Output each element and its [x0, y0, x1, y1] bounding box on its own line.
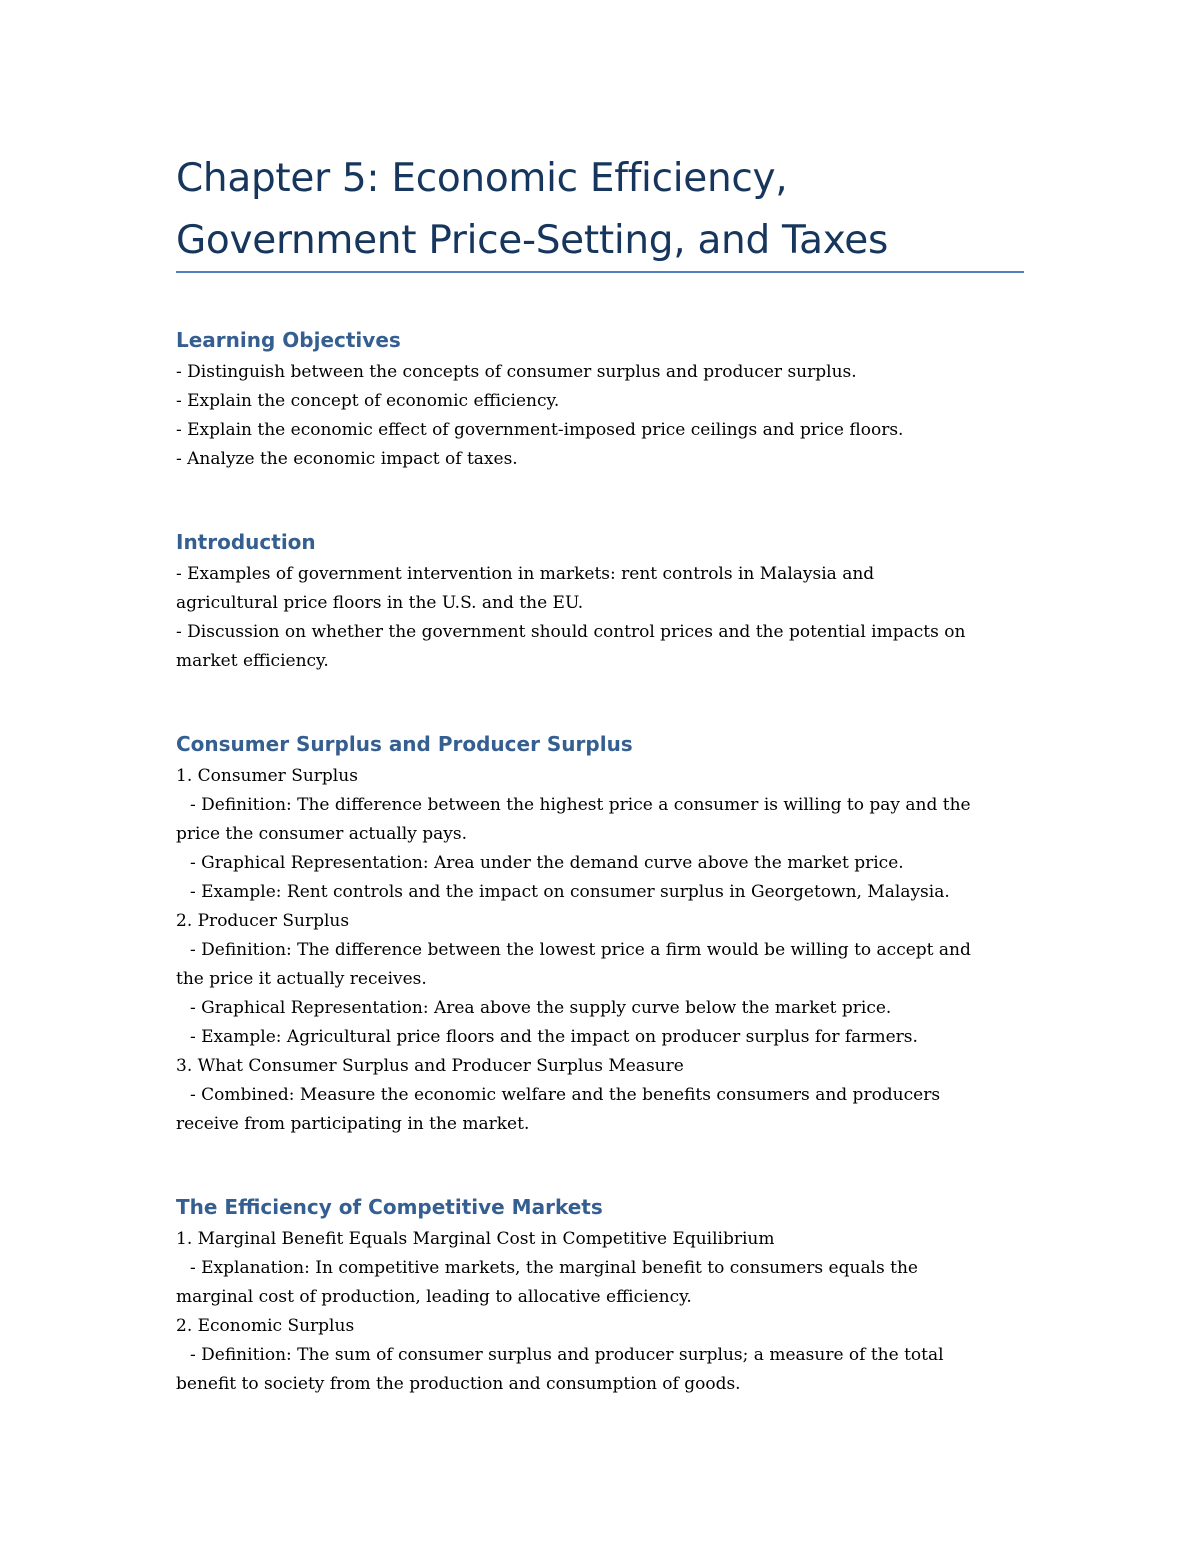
text-line: - Analyze the economic impact of taxes. [176, 449, 518, 469]
section-heading: Consumer Surplus and Producer Surplus [176, 732, 633, 756]
list-item: 1. Marginal Benefit Equals Marginal Cost in Competitive Equilibrium [176, 1229, 775, 1249]
section-consumer-producer-surplus [176, 730, 1036, 1139]
text-line: - Examples of government intervention in markets: rent controls in Malaysia and [176, 564, 875, 584]
sub-item: - Graphical Representation: Area under the demand curve above the market price. [190, 853, 904, 873]
text-line: agricultural price floors in the U.S. and the EU. [176, 593, 584, 613]
sub-item: - Graphical Representation: Area above the supply curve below the market price. [190, 998, 892, 1018]
section-heading: The Efficiency of Competitive Markets [176, 1195, 603, 1219]
sub-item: - Example: Rent controls and the impact on consumer surplus in Georgetown, Malaysia. [190, 882, 950, 902]
text-line: marginal cost of production, leading to allocative efficiency. [176, 1287, 692, 1307]
list-item: 3. What Consumer Surplus and Producer Surplus Measure [176, 1056, 684, 1076]
sub-item: - Combined: Measure the economic welfare and the benefits consumers and producers [190, 1085, 941, 1105]
section-introduction [176, 528, 1036, 676]
page-title [176, 148, 1026, 272]
list-item: 2. Producer Surplus [176, 911, 350, 931]
list-item: 1. Consumer Surplus [176, 766, 358, 786]
title-line: Government Price-Setting, and Taxes [176, 218, 888, 263]
sub-item: - Definition: The difference between the highest price a consumer is willing to pay and the [190, 795, 971, 815]
sub-item: - Explanation: In competitive markets, the marginal benefit to consumers equals the [190, 1258, 918, 1278]
text-line: price the consumer actually pays. [176, 824, 467, 844]
text-line: market efficiency. [176, 651, 329, 671]
text-line: the price it actually receives. [176, 969, 427, 989]
sub-item: - Definition: The difference between the lowest price a firm would be willing to accept and [190, 940, 971, 960]
section-learning-objectives [176, 326, 1036, 474]
section-heading: Introduction [176, 530, 316, 554]
text-line: - Explain the concept of economic efficiency. [176, 391, 560, 411]
section-heading: Learning Objectives [176, 328, 401, 352]
text-line: - Discussion on whether the government should control prices and the potential impacts on [176, 622, 966, 642]
title-underline [176, 271, 1024, 273]
text-line: - Distinguish between the concepts of consumer surplus and producer surplus. [176, 362, 857, 382]
text-line: benefit to society from the production and consumption of goods. [176, 1374, 741, 1394]
section-efficiency-competitive-markets [176, 1193, 1036, 1399]
sub-item: - Definition: The sum of consumer surplus and producer surplus; a measure of the total [190, 1345, 944, 1365]
text-line: - Explain the economic effect of government-imposed price ceilings and price floors. [176, 420, 904, 440]
sub-item: - Example: Agricultural price floors and the impact on producer surplus for farmers. [190, 1027, 918, 1047]
title-line: Chapter 5: Economic Efficiency, [176, 156, 788, 201]
text-line: receive from participating in the market. [176, 1114, 530, 1134]
list-item: 2. Economic Surplus [176, 1316, 355, 1336]
